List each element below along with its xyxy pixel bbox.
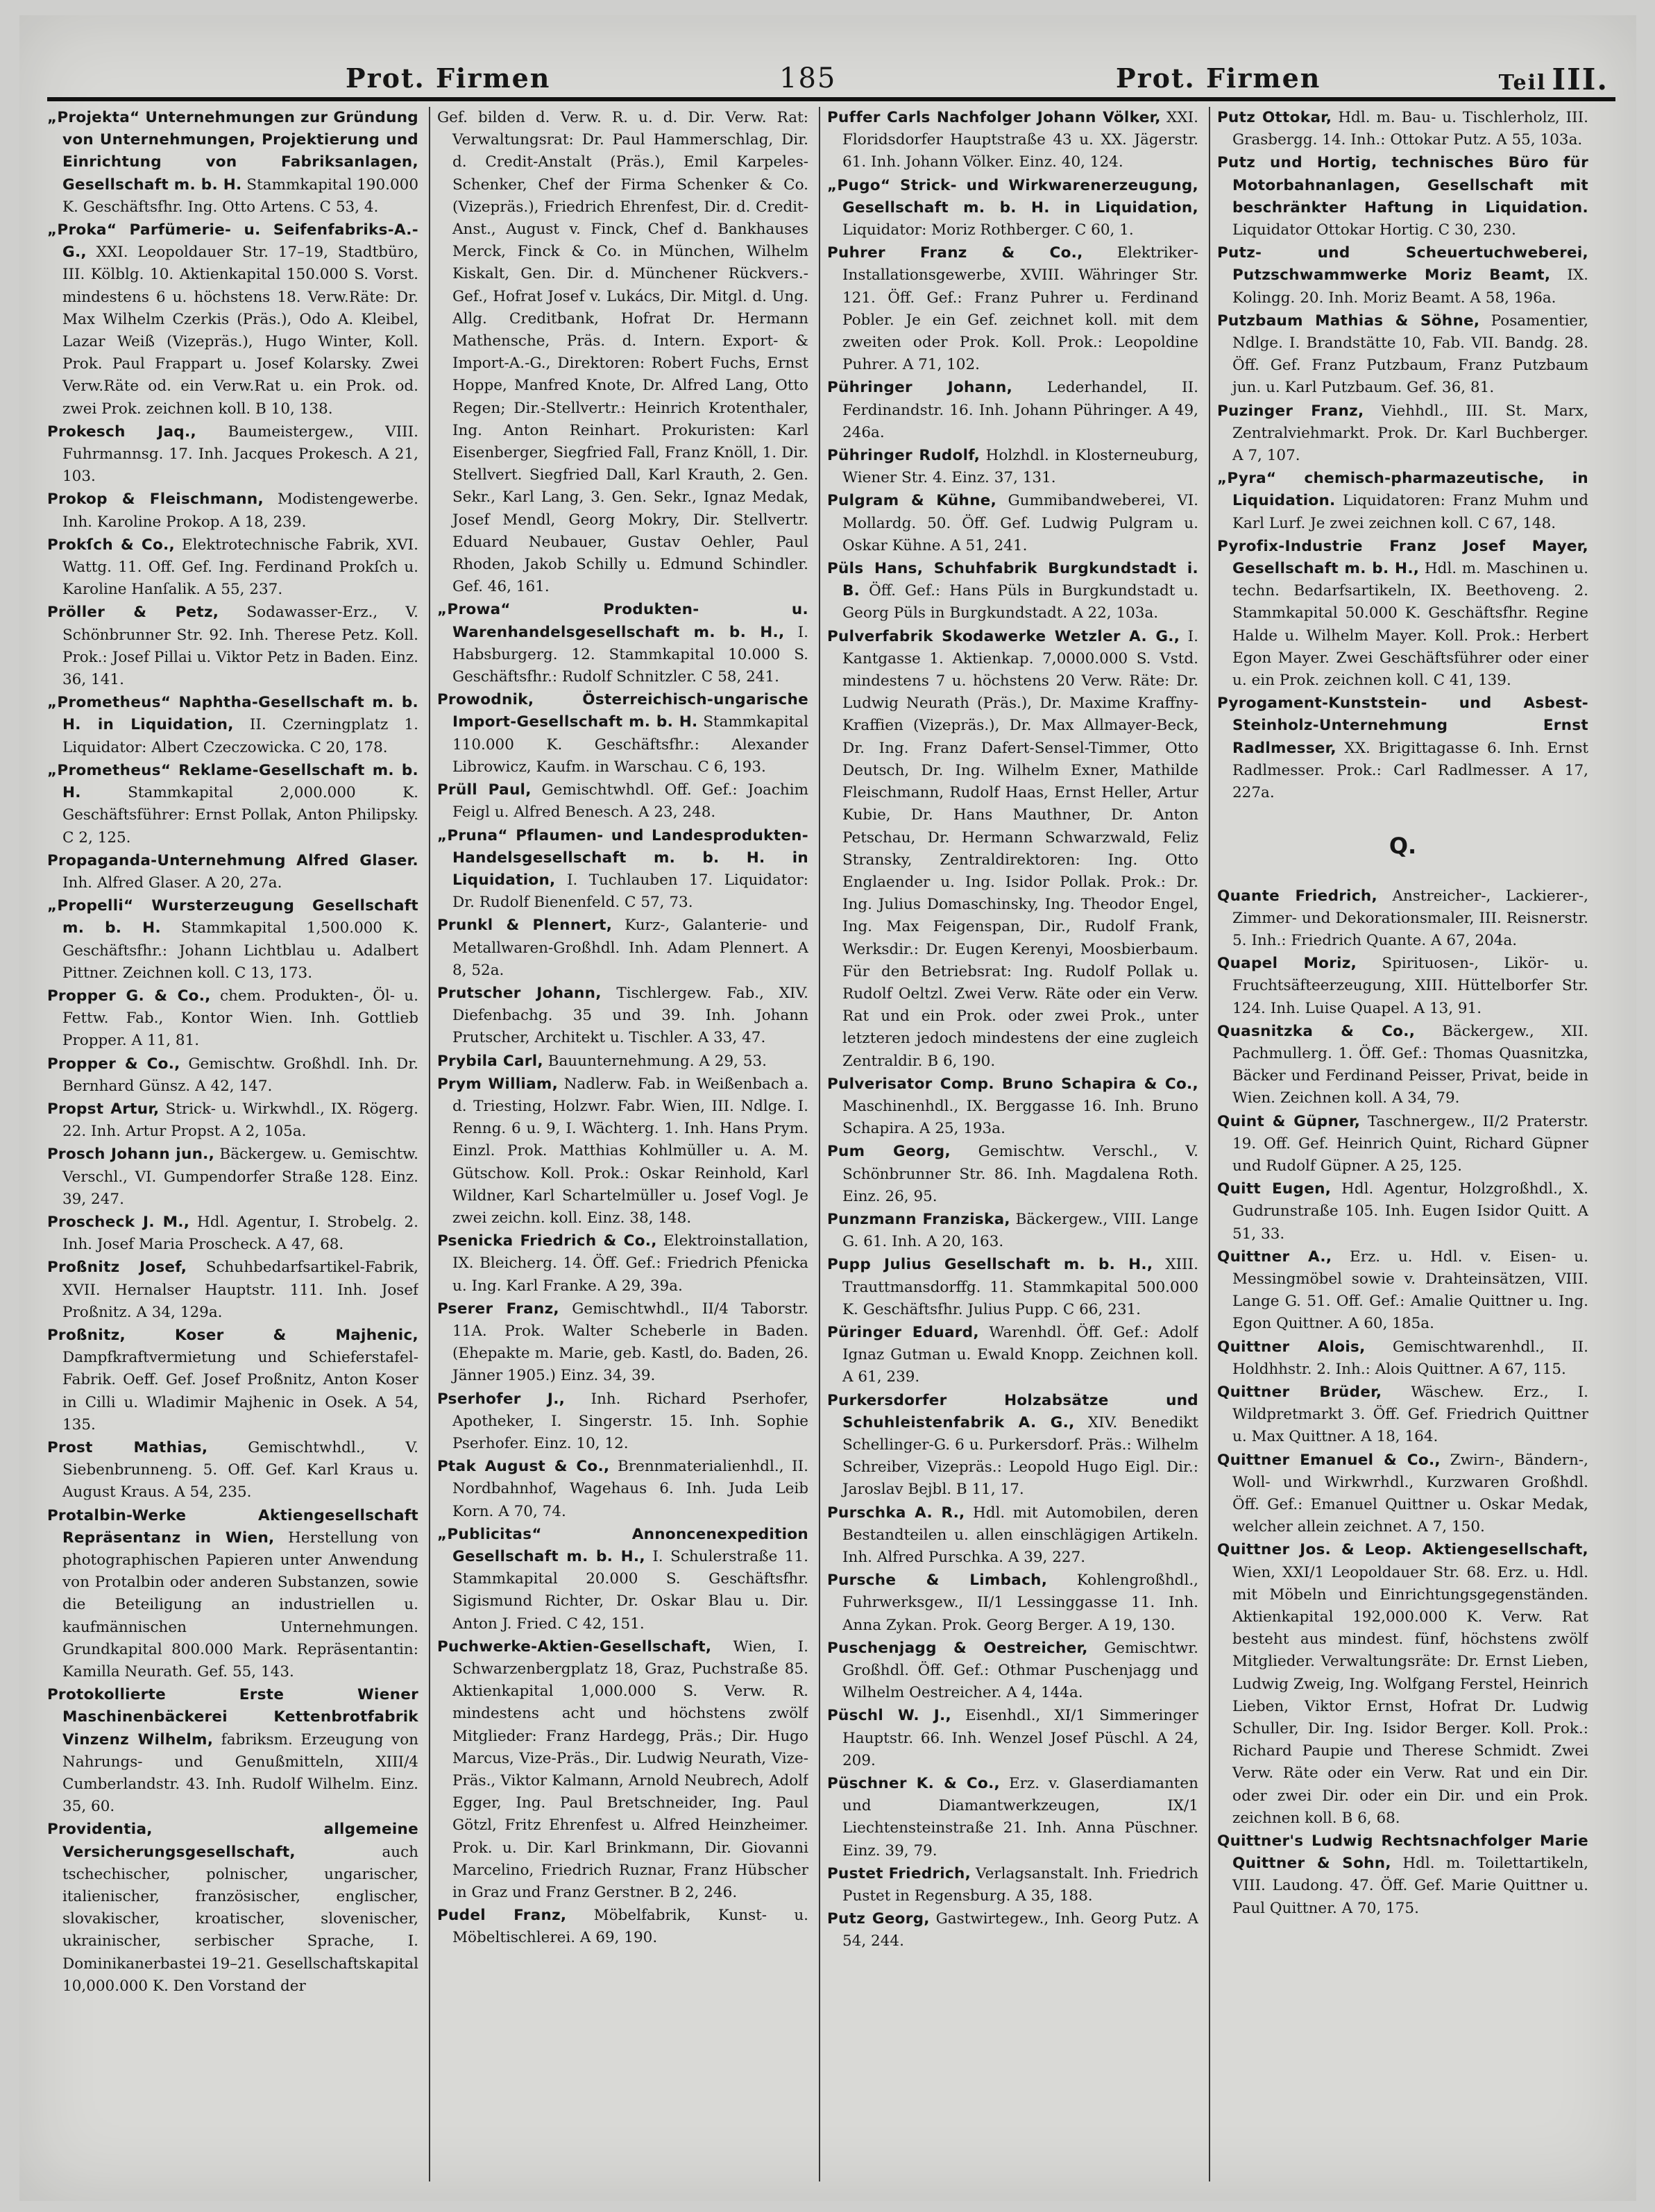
firm-details: fabriksm. Erzeugung von Nahrungs- und Genußmitteln, XIII/4 Cumberlandstr. 43. Inh. Rudolf Wilhelm. Einz. 35, 60. bbox=[62, 1730, 418, 1816]
directory-entry bbox=[827, 626, 1198, 1073]
directory-entry bbox=[827, 1390, 1198, 1501]
firm-details: Stammkapital 1,500.000 K. Geschäftsfhr.: Johann Lichtblau u. Adalbert Pittner. Zeichnen koll. C 13, 173. bbox=[62, 919, 418, 982]
firm-name: Quapel Moriz, bbox=[1217, 955, 1357, 973]
directory-entry bbox=[47, 692, 418, 759]
firm-name: Propst Artur, bbox=[47, 1100, 160, 1118]
firm-name: Prokſch & Co., bbox=[47, 536, 175, 554]
firm-name: Quittner Emanuel & Co., bbox=[1217, 1451, 1441, 1469]
firm-name: „Pruna“ Pflaumen- und Landesprodukten-Handelsgesellschaft m. b. H. in Liquidation, bbox=[437, 826, 808, 889]
firm-details: Inh. Alfred Glaser. A 20, 27a. bbox=[62, 874, 282, 892]
directory-entry bbox=[47, 602, 418, 691]
column-rule bbox=[1209, 107, 1210, 2181]
directory-entry bbox=[1217, 242, 1588, 309]
firm-name: Proscheck J. M., bbox=[47, 1213, 190, 1231]
firm-name: Pulgram & Kühne, bbox=[827, 492, 997, 510]
firm-details: XXI. Floridsdorfer Hauptstraße 43 u. XX. Jägerstr. 61. Inh. Johann Völker. Einz. 40, 124. bbox=[842, 109, 1198, 171]
firm-name: Pühringer Rudolf, bbox=[827, 447, 981, 465]
directory-entry bbox=[437, 1073, 808, 1230]
firm-details: Liquidator Ottokar Hortig. C 30, 230. bbox=[1232, 221, 1516, 239]
firm-details: Gemischtwhdl., V. Siebenbrunneng. 5. Off. Gef. Karl Kraus u. August Kraus. A 54, 235. bbox=[62, 1438, 418, 1501]
firm-details: Gemischtw. Großhdl. Inh. Dr. Bernhard Günsz. A 42, 147. bbox=[62, 1055, 418, 1095]
directory-entry bbox=[437, 1388, 808, 1456]
firm-details: Stammkapital 2,000.000 K. Geschäftsführer: Ernst Pollak, Anton Philipsky. C 2, 125. bbox=[62, 784, 418, 846]
directory-entry bbox=[47, 1143, 418, 1211]
running-title-right: Prot. Firmen bbox=[1116, 62, 1321, 94]
firm-name: Putzbaum Mathias & Söhne, bbox=[1217, 312, 1480, 330]
directory-entry bbox=[1217, 152, 1588, 241]
firm-details: II. Czerningplatz 1. Liquidator: Albert Czeczowicka. C 20, 178. bbox=[62, 716, 418, 756]
firm-details: Anstreicher-, Lackierer-, Zimmer- und Dekorationsmaler, III. Reisnerstr. 5. Inh.: Friedrich Quante. A 67, 204a. bbox=[1232, 887, 1588, 949]
firm-details: Hdl. m. Bau- u. Tischlerholz, III. Grasbergg. 14. Inh.: Ottokar Putz. A 55, 103a. bbox=[1232, 109, 1588, 149]
firm-details: Dampfkraftvermietung und Schieferstafel-Fabrik. Oeff. Gef. Josef Proßnitz, Anton Koser in Cilli u. Wladimir Majhenic in Osek. A 54, 135. bbox=[62, 1349, 418, 1433]
firm-name: „Publicitas“ Annoncenexpedition Gesellschaft m. b. H., bbox=[437, 1525, 808, 1565]
firm-details: XIV. Benedikt Schellinger-G. 6 u. Purkersdorf. Präs.: Wilhelm Schreiber, Vizepräs.: Leopold Hugo Eigl. Dir.: Jaroslav Bejbl. B 11, 17. bbox=[842, 1413, 1198, 1499]
firm-details: Wien, XXI/1 Leopoldauer Str. 68. Erz. u. Hdl. mit Möbeln und Einrichtungsgegenständen. Aktienkapital 192,000.000 K. Verw. Rat besteht aus mindest. fünf, höchstens zwölf Mitglieder. Verwaltungsräte: Dr. Ernst Lieben, Ludwig Zweig, Ing. Wolfgang Ferstel, Heinrich Lieben, Viktor Ernst, Hofrat Dr. Ludwig Schuller, Dir. Ing. Isidor Berger. Koll. Prok.: Richard Paupie und Therese Schmidt. Zwei Verw. Räte oder ein Verw. Rat und ein Dir. oder zwei Dir. oder ein Dir. und ein Prok. zeichnen koll. B 6, 68. bbox=[1232, 1563, 1588, 1827]
firm-details: Zwirn-, Bändern-, Woll- und Wirkwrhdl., Kurzwaren Großhdl. Öff. Gef.: Emanuel Quittner u. Oskar Medak, welcher allein zeichnet. A 7, 150. bbox=[1232, 1451, 1588, 1536]
directory-entry bbox=[47, 1819, 418, 1998]
directory-entry bbox=[827, 445, 1198, 489]
section-letter: Q. bbox=[1389, 833, 1417, 860]
firm-name: Püringer Eduard, bbox=[827, 1323, 979, 1341]
firm-name: Prybila Carl, bbox=[437, 1052, 543, 1070]
directory-entry bbox=[827, 1705, 1198, 1772]
directory-entry bbox=[1217, 1449, 1588, 1539]
directory-entry bbox=[437, 1456, 808, 1523]
firm-name: „Prometheus“ Naphtha-Gesellschaft m. b. H. in Liquidation, bbox=[47, 694, 418, 734]
firm-name: „Prometheus“ Reklame-Gesellschaft m. b. H. bbox=[47, 761, 418, 802]
firm-details: Stammkapital 110.000 K. Geschäftsfhr.: Alexander Librowicz, Kaufm. in Warschau. C 6, 193. bbox=[452, 713, 808, 776]
directory-entry bbox=[827, 1773, 1198, 1862]
firm-details: Elektriker-Installationsgewerbe, XVIII. Währinger Str. 121. Öff. Gef.: Franz Puhrer u. Ferdinand Pobler. Je ein Gef. zeichnet koll. mit dem zweiten oder Prok. Koll. Prok.: Leopoldine Puhrer. A 71, 102. bbox=[842, 244, 1198, 374]
directory-entry bbox=[827, 558, 1198, 625]
firm-details: Kurz-, Galanterie- und Metallwaren-Großhdl. Inh. Adam Plennert. A 8, 52a. bbox=[452, 917, 808, 979]
firm-name: Quittner Alois, bbox=[1217, 1338, 1366, 1356]
running-title-left: Prot. Firmen bbox=[346, 62, 551, 94]
firm-name: Punzmann Franziska, bbox=[827, 1210, 1010, 1228]
firm-details: Hdl. Agentur, Holzgroßhdl., X. Gudrunstraße 105. Inh. Eugen Isidor Quitt. A 51, 33. bbox=[1232, 1180, 1588, 1243]
firm-details: XX. Brigittagasse 6. Inh. Ernst Radlmesser. Prok.: Carl Radlmesser. A 17, 227a. bbox=[1232, 739, 1588, 802]
directory-entry bbox=[47, 488, 418, 533]
firm-name: Pyrogament-Kunststein- und Asbest-Steinholz-Unternehmung Ernst Radlmesser, bbox=[1217, 695, 1588, 757]
firm-name: Putz Georg, bbox=[827, 1910, 930, 1928]
firm-name: Propper G. & Co., bbox=[47, 987, 211, 1005]
firm-name: Puzinger Franz, bbox=[1217, 402, 1364, 420]
directory-entry bbox=[827, 377, 1198, 444]
firm-name: Prosch Johann jun., bbox=[47, 1146, 215, 1164]
directory-entry bbox=[47, 1053, 418, 1098]
directory-entry bbox=[827, 1322, 1198, 1389]
firm-name: Ptak August & Co., bbox=[437, 1458, 610, 1476]
firm-name: Prutscher Johann, bbox=[437, 984, 602, 1002]
firm-name: Quante Friedrich, bbox=[1217, 887, 1377, 905]
directory-entry bbox=[47, 1098, 418, 1143]
directory-entry bbox=[827, 242, 1198, 376]
firm-details: Gemischtwhdl. Off. Gef.: Joachim Feigl u. Alfred Benesch. A 23, 248. bbox=[452, 781, 808, 822]
firm-details: Gemischtw. Verschl., V. Schönbrunner Str. 86. Inh. Magdalena Roth. Einz. 26, 95. bbox=[842, 1143, 1198, 1205]
firm-details: Möbelfabrik, Kunst- u. Möbeltischlerei. A 69, 190. bbox=[452, 1907, 808, 1947]
column-4 bbox=[1217, 107, 1588, 2181]
firm-name: Quittner Jos. & Leop. Aktiengesellschaft, bbox=[1217, 1541, 1588, 1559]
firm-details: auch tschechischer, polnischer, ungarischer, italienischer, französischer, englischer, slovakischer, kroatischer, slovenischer, ukrainischer, serbischer Sprache, I. Dominikanerbastei 19–21. Gesellschaftskapital 10,000.000 K. Den Vorstand der bbox=[62, 1843, 418, 1995]
directory-entry bbox=[437, 599, 808, 688]
firm-details: Wäschew. Erz., I. Wildpretmarkt 3. Öff. Gef. Friedrich Quittner u. Max Quittner. A 18, 164. bbox=[1232, 1383, 1588, 1446]
firm-name: Putz und Hortig, technisches Büro für Motorbahnanlagen, Gesellschaft mit beschränkter Haftung in Liquidation. bbox=[1217, 154, 1588, 216]
directory-entry bbox=[1217, 885, 1588, 953]
directory-entry bbox=[437, 1636, 808, 1904]
firm-details: Brennmaterialienhdl., II. Nordbahnhof, Wagehaus 6. Inh. Juda Leib Korn. A 70, 74. bbox=[452, 1458, 808, 1520]
directory-entry bbox=[827, 1141, 1198, 1208]
directory-entry bbox=[47, 421, 418, 488]
firm-details: Gemischtwhdl., II/4 Taborstr. 11A. Prok. Walter Scheberle in Baden. (Ehepakte m. Marie, geb. Kastl, do. Baden, 26. Jänner 1905.) Einz. 34, 39. bbox=[452, 1300, 808, 1385]
firm-name: Quint & Güpner, bbox=[1217, 1112, 1361, 1130]
part-label bbox=[1499, 62, 1609, 96]
directory-entry bbox=[1217, 1381, 1588, 1449]
directory-entry bbox=[47, 1211, 418, 1256]
firm-name: Prüll Paul, bbox=[437, 781, 532, 799]
directory-entry bbox=[827, 1254, 1198, 1321]
firm-details: Erz. v. Glaserdiamanten und Diamantwerkzeugen, IX/1 Liechtensteinstraße 21. Inh. Anna Püschner. Einz. 39, 79. bbox=[842, 1775, 1198, 1860]
directory-entry bbox=[47, 895, 418, 985]
directory-entry bbox=[827, 1073, 1198, 1141]
directory-entry bbox=[827, 1863, 1198, 1907]
firm-name: „Pyra“ chemisch-pharmazeutische, in Liquidation. bbox=[1217, 470, 1588, 510]
directory-entry bbox=[437, 1524, 808, 1635]
firm-details: Hdl. m. Maschinen u. techn. Bedarfsartikeln, IX. Beethoveng. 2. Stammkapital 50.000 K. Geschäftsfhr. Regine Halde u. Wilhelm Mayer. Koll. Prok.: Herbert Egon Mayer. Zwei Geschäftsführer oder einer u. ein Prok. zeichnen koll. C 41, 139. bbox=[1232, 560, 1588, 690]
firm-name: Pulverfabrik Skodawerke Wetzler A. G., bbox=[827, 627, 1180, 645]
firm-name: Protalbin-Werke Aktiengesellschaft Repräsentanz in Wien, bbox=[47, 1506, 418, 1547]
directory-entry bbox=[47, 1437, 418, 1504]
firm-details: Baumeistergew., VIII. Fuhrmannsg. 17. Inh. Jacques Prokesch. A 21, 103. bbox=[62, 423, 418, 486]
firm-name: Quittner A., bbox=[1217, 1248, 1332, 1266]
directory-entry bbox=[1217, 1246, 1588, 1336]
firm-details: Eisenhdl., XI/1 Simmeringer Hauptstr. 66. Inh. Wenzel Josef Püschl. A 24, 209. bbox=[842, 1707, 1198, 1769]
firm-name: Putz Ottokar, bbox=[1217, 109, 1332, 126]
firm-name: Propaganda-Unternehmung Alfred Glaser. bbox=[47, 851, 418, 869]
column-rule bbox=[429, 107, 430, 2181]
firm-name: Pserer Franz, bbox=[437, 1300, 559, 1318]
firm-name: Püschl W. J., bbox=[827, 1707, 951, 1725]
page-header bbox=[47, 35, 1615, 101]
firm-details: Warenhdl. Öff. Gef.: Adolf Ignaz Gutman u. Ewald Knopp. Zeichnen koll. A 61, 239. bbox=[842, 1323, 1198, 1386]
firm-details: Strick- u. Wirkwhdl., IX. Rögerg. 22. Inh. Artur Propst. A 2, 105a. bbox=[62, 1100, 418, 1141]
directory-entry bbox=[47, 1257, 418, 1324]
firm-name: Pserhofer J., bbox=[437, 1390, 566, 1408]
directory-entry bbox=[827, 490, 1198, 557]
directory-entry bbox=[47, 107, 418, 219]
directory-entry bbox=[1217, 107, 1588, 151]
firm-name: Pustet Friedrich, bbox=[827, 1864, 971, 1882]
firm-details: Hdl. Agentur, I. Strobelg. 2. Inh. Josef Maria Proscheck. A 47, 68. bbox=[62, 1213, 418, 1254]
directory-entry bbox=[1217, 468, 1588, 535]
firm-details: Elektroinstallation, IX. Bleicherg. 14. Öff. Gef.: Friedrich Pfenicka u. Ing. Karl Franke. A 29, 39a. bbox=[452, 1232, 808, 1295]
firm-details: Liquidatoren: Franz Muhm und Karl Lurf. Je zwei zeichnen koll. C 67, 148. bbox=[1232, 492, 1588, 532]
directory-entry bbox=[1217, 1336, 1588, 1381]
part-number: III. bbox=[1552, 62, 1609, 96]
firm-name: Puhrer Franz & Co., bbox=[827, 244, 1083, 262]
column-rule bbox=[819, 107, 820, 2181]
firm-details: Inh. Richard Pserhofer, Apotheker, I. Singerstr. 15. Inh. Sophie Pserhofer. Einz. 10, 12. bbox=[452, 1390, 808, 1452]
firm-details: Erz. u. Hdl. v. Eisen- u. Messingmöbel sowie v. Drahteinsätzen, VIII. Lange G. 51. Off. Gef.: Amalie Quittner u. Ing. Egon Quittner. A 60, 185a. bbox=[1232, 1248, 1588, 1333]
directory-entry bbox=[1217, 1021, 1588, 1110]
firm-details: I. Kantgasse 1. Aktienkap. 7,0000.000 S. Vstd. mindestens 7 u. höchstens 20 Verw. Räte: Dr. Ludwig Neurath (Präs.), Dr. Maxime Kraffny-Kraffien (Vizepräs.), Dr. Max Allmayer-Beck, Dr. Ing. Franz Dafert-Sensel-Timmer, Otto Deutsch, Dr. Ing. Wilhelm Exner, Mathilde Fleischmann, Rudolf Haas, Ernst Heller, Artur Kubie, Dr. Hans Mauthner, Dr. Anton Petschau, Dr. Hermann Schwarzwald, Feliz Stransky, Zentraldirektoren: Ing. Otto Englaender u. Ing. Isidor Pollak. Prok.: Dr. Ing. Julius Domaschinsky, Ing. Theodor Engel, Ing. Max Feigenspan, Dir., Rudolf Frank, Werksdir.: Dr. Eugen Kerenyi, Moosbierbaum. Für den Betriebsrat: Ing. Rudolf Pollak u. Rudolf Oeltzl. Zwei Verw. Räte oder ein Verw. Rat und ein Prok. oder zwei Prok., unter letzteren jedoch mindestens der eine zugleich Zentraldir. B 6, 190. bbox=[842, 627, 1198, 1070]
firm-name: Pupp Julius Gesellschaft m. b. H., bbox=[827, 1256, 1153, 1274]
firm-name: „Projekta“ Unternehmungen zur Gründung von Unternehmungen, Projektierung und Einrichtung von Fabriksanlagen, Gesellschaft m. b. H. bbox=[47, 109, 418, 194]
directory-entry bbox=[437, 914, 808, 982]
firm-name: Prym William, bbox=[437, 1075, 559, 1093]
firm-details: Öff. Gef.: Hans Püls in Burgkundstadt u. Georg Püls in Burgkundstadt. A 22, 103a. bbox=[842, 582, 1198, 622]
firm-details: Kohlengroßhdl., Fuhrwerksgew., II/1 Lessinggasse 11. Inh. Anna Zykan. Prok. Georg Berger. A 19, 130. bbox=[842, 1572, 1198, 1634]
directory-entry bbox=[437, 1298, 808, 1388]
firm-name: Quasnitzka & Co., bbox=[1217, 1022, 1416, 1040]
firm-name: Providentia, allgemeine Versicherungsgesellschaft, bbox=[47, 1821, 418, 1861]
firm-name: Püls Hans, Schuhfabrik Burgkundstadt i. B. bbox=[827, 560, 1198, 600]
firm-name: Pühringer Johann, bbox=[827, 379, 1013, 397]
firm-name: Pyrofix-Industrie Franz Josef Mayer, Gesellschaft m. b. H., bbox=[1217, 537, 1588, 578]
firm-name: „Proka“ Parfümerie- u. Seifenfabriks-A.-G., bbox=[47, 221, 418, 262]
firm-details: Bäckergew., VIII. Lange G. 61. Inh. A 20, 163. bbox=[842, 1210, 1198, 1251]
directory-entry bbox=[47, 1325, 418, 1436]
directory-entry bbox=[827, 1908, 1198, 1952]
firm-name: Puchwerke-Aktien-Gesellschaft, bbox=[437, 1637, 712, 1656]
firm-name: Prunkl & Plennert, bbox=[437, 917, 613, 935]
directory-entry bbox=[1217, 1178, 1588, 1245]
directory-entry bbox=[437, 1905, 808, 1949]
column-3 bbox=[827, 107, 1198, 2181]
firm-name: Puschenjagg & Oestreicher, bbox=[827, 1639, 1088, 1657]
firm-name: Quitt Eugen, bbox=[1217, 1180, 1332, 1198]
directory-entry bbox=[827, 1637, 1198, 1705]
directory-entry bbox=[1217, 310, 1588, 400]
firm-details: Gemischtwarenhdl., II. Holdhhstr. 2. Inh.: Alois Quittner. A 67, 115. bbox=[1232, 1338, 1588, 1378]
firm-name: „Prowa“ Produkten- u. Warenhandelsgesellschaft m. b. H., bbox=[437, 601, 808, 641]
firm-details: Elektrotechnische Fabrik, XVI. Wattg. 11. Off. Gef. Ing. Ferdinand Prokſch u. Karoline Hanſalik. A 55, 237. bbox=[62, 536, 418, 599]
directory-entry bbox=[1217, 1830, 1588, 1920]
firm-details: Spirituosen-, Likör- u. Fruchtsäfteerzeugung, XIII. Hüttelborfer Str. 124. Inh. Luise Quapel. A 13, 91. bbox=[1232, 955, 1588, 1017]
firm-details: Gummibandweberei, VI. Mollardg. 50. Öff. Gef. Ludwig Pulgram u. Oskar Kühne. A 51, 241. bbox=[842, 492, 1198, 554]
directory-entry bbox=[437, 779, 808, 824]
directory-entry bbox=[437, 107, 808, 598]
firm-name: Pum Georg, bbox=[827, 1143, 951, 1161]
directory-entry bbox=[827, 107, 1198, 174]
directory-entry bbox=[827, 1569, 1198, 1637]
directory-columns bbox=[47, 107, 1615, 2181]
firm-name: Püschner K. & Co., bbox=[827, 1775, 1001, 1793]
firm-name: Prost Mathias, bbox=[47, 1438, 208, 1456]
directory-entry bbox=[827, 175, 1198, 242]
firm-details: XIII. Trauttmansdorffg. 11. Stammkapital 500.000 K. Geschäftsfhr. Julius Pupp. C 66, 231. bbox=[842, 1256, 1198, 1318]
firm-name: Proßnitz Josef, bbox=[47, 1259, 187, 1277]
firm-name: Pursche & Limbach, bbox=[827, 1572, 1048, 1590]
directory-entry bbox=[47, 850, 418, 894]
firm-details: IX. Kolingg. 20. Inh. Moriz Beamt. A 58, 196a. bbox=[1232, 266, 1588, 307]
firm-details: Sodawasser-Erz., V. Schönbrunner Str. 92. Inh. Therese Petz. Koll. Prok.: Josef Pillai u. Viktor Petz in Baden. Einz. 36, 141. bbox=[62, 604, 418, 689]
directory-entry bbox=[47, 760, 418, 849]
firm-name: Psenicka Friedrich & Co., bbox=[437, 1232, 657, 1250]
firm-name: „Propelli“ Wursterzeugung Gesellschaft m. b. H. bbox=[47, 897, 418, 937]
firm-details: Hdl. m. Toilettartikeln, VIII. Laudong. 47. Öff. Gef. Marie Quittner u. Paul Quittner. A 70, 175. bbox=[1232, 1855, 1588, 1917]
directory-entry bbox=[47, 1505, 418, 1684]
firm-details: Verlagsanstalt. Inh. Friedrich Pustet in Regensburg. A 35, 188. bbox=[842, 1864, 1198, 1905]
directory-entry bbox=[1217, 400, 1588, 468]
directory-entry bbox=[827, 1502, 1198, 1569]
firm-name: Quittner's Ludwig Rechtsnachfolger Marie Quittner & Sohn, bbox=[1217, 1832, 1588, 1873]
firm-name: Puffer Carls Nachfolger Johann Völker, bbox=[827, 109, 1161, 126]
firm-name: Protokollierte Erste Wiener Maschinenbäckerei Kettenbrotfabrik Vinzenz Wilhelm, bbox=[47, 1686, 418, 1749]
firm-name: Pröller & Petz, bbox=[47, 604, 219, 622]
directory-entry bbox=[1217, 536, 1588, 692]
firm-details: Gef. bilden d. Verw. R. u. d. Dir. Verw. Rat: Verwaltungsrat: Dr. Paul Hammerschlag, Dir. d. Credit-Anstalt (Präs.), Emil Karpeles-Schenker, Chef der Firma Schenker & Co. (Vizepräs.), Friedrich Ehrenfest, Dir. d. Credit-Anst., August v. Finck, Chef d. Bankhauses Merck, Finck & Co. in München, Wilhelm Kiskalt, Gen. Dir. d. Münchener Rückvers.-Gef., Hofrat Josef v. Lukács, Dir. Mitgl. d. Ung. Allg. Creditbank, Hofrat Dr. Hermann Mathensche, Präs. d. Intern. Export- & Import-A.-G., Direktoren: Robert Fuchs, Ernst Hoppe, Manfred Knote, Dr. Alfred Lang, Otto Regen; Dir.-Stellvertr.: Heinrich Krotenthaler, Ing. Anton Reinhart. Prokuristen: Karl Eisenberger, Siegfried Fall, Franz Knöll, 1. Dir. Stellvert. Siegfried Dall, Karl Krauth, 2. Gen. Sekr., Karl Lang, 3. Gen. Sekr., Ignaz Medak, Josef Mendl, Georg Mokry, Dir. Stellvertr. Eduard Neubauer, Gustav Oehler, Paul Rhoden, Jakob Schilly u. Edmund Schindler. Gef. 46, 161. bbox=[437, 109, 808, 596]
directory-entry bbox=[47, 534, 418, 602]
firm-details: Maschinenhdl., IX. Berggasse 16. Inh. Bruno Schapira. A 25, 193a. bbox=[842, 1097, 1198, 1138]
firm-name: Propper & Co., bbox=[47, 1055, 180, 1073]
firm-details: Tischlergew. Fab., XIV. Diefenbachg. 35 und 39. Inh. Johann Prutscher, Architekt u. Tischler. A 33, 47. bbox=[452, 984, 808, 1047]
firm-name: Purkersdorfer Holzabsätze und Schuhleistenfabrik A. G., bbox=[827, 1391, 1198, 1431]
firm-details: Modistengewerbe. Inh. Karoline Prokop. A 18, 239. bbox=[62, 491, 418, 531]
directory-entry bbox=[437, 1050, 808, 1073]
firm-details: chem. Produkten-, Öl- u. Fettw. Fab., Kontor Wien. Inh. Gottlieb Propper. A 11, 81. bbox=[62, 987, 418, 1050]
directory-entry bbox=[47, 985, 418, 1053]
part-label-text: Teil bbox=[1498, 71, 1547, 95]
directory-entry bbox=[1217, 1111, 1588, 1178]
firm-details: Hdl. mit Automobilen, deren Bestandteilen u. allen einschlägigen Artikeln. Inh. Alfred Purschka. A 39, 227. bbox=[842, 1504, 1198, 1566]
directory-entry bbox=[437, 825, 808, 914]
directory-entry bbox=[437, 689, 808, 779]
firm-details: Wien, I. Schwarzenbergplatz 18, Graz, Puchstraße 85. Aktienkapital 1,000.000 S. Verw. R. mindestens acht und höchstens zwölf Mitglieder: Franz Hardegg, Präs.; Dir. Hugo Marcus, Vize-Präs., Dir. Ludwig Neurath, Vize-Präs., Viktor Kalmann, Arnold Neubrech, Adolf Egger, Ing. Paul Bretschneider, Ing. Paul Götzl, Fritz Ehrenfest u. Alfred Heinzheimer. Prok. u. Dir. Karl Brinkmann, Dir. Giovanni Marcelino, Friedrich Ruznar, Franz Hübscher in Graz und Franz Gerstner. B 2, 246. bbox=[452, 1637, 808, 1902]
firm-details: Schuhbedarfsartikel-Fabrik, XVII. Hernalser Hauptstr. 111. Inh. Josef Proßnitz. A 34, 129a. bbox=[62, 1259, 418, 1321]
firm-name: Pudel Franz, bbox=[437, 1907, 567, 1925]
firm-name: Pulverisator Comp. Bruno Schapira & Co., bbox=[827, 1075, 1198, 1093]
directory-entry bbox=[1217, 953, 1588, 1020]
firm-details: Lederhandel, II. Ferdinandstr. 16. Inh. Johann Pühringer. A 49, 246a. bbox=[842, 379, 1198, 441]
directory-entry bbox=[437, 1230, 808, 1298]
page-number: 185 bbox=[779, 62, 837, 94]
firm-name: Purschka A. R., bbox=[827, 1504, 965, 1522]
firm-details: Bäckergew. u. Gemischtw. Verschl., VI. Gumpendorfer Straße 128. Einz. 39, 247. bbox=[62, 1146, 418, 1208]
firm-details: Taschnergew., II/2 Praterstr. 19. Off. Gef. Heinrich Quint, Richard Güpner und Rudolf Güpner. A 25, 125. bbox=[1232, 1112, 1588, 1175]
firm-details: Posamentier, Ndlge. I. Brandstätte 10, Fab. VII. Bandg. 28. Öff. Gef. Franz Putzbaum, Franz Putzbaum jun. u. Karl Putzbaum. Gef. 36, 81. bbox=[1232, 312, 1588, 397]
firm-name: „Pugo“ Strick- und Wirkwarenerzeugung, Gesellschaft m. b. H. in Liquidation, bbox=[827, 176, 1198, 216]
directory-entry bbox=[827, 1209, 1198, 1253]
firm-name: Prowodnik, Österreichisch-ungarische Import-Gesellschaft m. b. H. bbox=[437, 691, 808, 731]
firm-details: Herstellung von photographischen Papieren unter Anwendung von Protalbin oder anderen Substanzen, sowie die Beteiligung an industriellen u. kaufmännischen Unternehmungen. Grundkapital 800.000 Mark. Repräsentantin: Kamilla Neurath. Gef. 55, 143. bbox=[62, 1529, 418, 1681]
firm-name: Prokesch Jaq., bbox=[47, 423, 196, 441]
directory-entry bbox=[47, 1684, 418, 1818]
column-1 bbox=[47, 107, 418, 2181]
directory-entry bbox=[1217, 692, 1588, 804]
firm-details: XXI. Leopoldauer Str. 17–19, Stadtbüro, III. Kölblg. 10. Aktienkapital 150.000 S. Vorst. mindestens 6 u. höchstens 18. Verw.Räte: Dr. Max Wilhelm Czerkis (Präs.), Odo A. Kleibel, Lazar Weiß (Vizepräs.), Hugo Winter, Koll. Prok. Paul Frappart u. Josef Kolarsky. Zwei Verw.Räte od. ein Verw.Rat u. ein Prok. od. zwei Prok. zeichnen koll. B 10, 138. bbox=[62, 244, 418, 418]
firm-details: Liquidator: Moriz Rothberger. C 60, 1. bbox=[842, 221, 1134, 239]
firm-details: Bäckergew., XII. Pachmullerg. 1. Öff. Gef.: Thomas Quasnitzka, Bäcker und Ferdinand Peisser, Privat, beide in Wien. Zeichnen koll. A 34, 79. bbox=[1232, 1022, 1588, 1107]
firm-name: Prokop & Fleischmann, bbox=[47, 491, 264, 509]
firm-details: Holzhdl. in Klosterneuburg, Wiener Str. 4. Einz. 37, 131. bbox=[842, 447, 1198, 487]
directory-entry bbox=[1217, 1539, 1588, 1830]
firm-details: Nadlerw. Fab. in Weißenbach a. d. Triesting, Holzwr. Fabr. Wien, III. Ndlge. I. Renng. 6 u. 9, I. Wächterg. 1. Inh. Hans Prym. Einzl. Prok. Matthias Kohlmüller u. A. M. Gütschow. Koll. Prok.: Oskar Reinhold, Karl Wildner, Karl Schartelmüller u. Josef Vogl. Je zwei zeichn. koll. Einz. 38, 148. bbox=[452, 1075, 808, 1227]
directory-entry bbox=[47, 219, 418, 420]
directory-page bbox=[19, 15, 1636, 2201]
firm-details: Gemischtwr. Großhdl. Öff. Gef.: Othmar Puschenjagg und Wilhelm Oestreicher. A 4, 144a. bbox=[842, 1639, 1198, 1702]
firm-details: Gastwirtegew., Inh. Georg Putz. A 54, 244. bbox=[842, 1910, 1198, 1950]
firm-details: I. Habsburgerg. 12. Stammkapital 10.000 S. Geschäftsfhr.: Rudolf Schnitzler. C 58, 241. bbox=[452, 623, 808, 686]
column-2 bbox=[437, 107, 808, 2181]
firm-details: Stammkapital 190.000 K. Geschäftsfhr. Ing. Otto Artens. C 53, 4. bbox=[62, 176, 418, 216]
firm-details: I. Schulerstraße 11. Stammkapital 20.000 S. Geschäftsfhr. Sigismund Richter, Dr. Oskar Blau u. Dir. Anton J. Fried. C 42, 151. bbox=[452, 1548, 808, 1633]
directory-entry bbox=[437, 982, 808, 1050]
firm-details: Bauunternehmung. A 29, 53. bbox=[548, 1052, 767, 1070]
firm-name: Proßnitz, Koser & Majhenic, bbox=[47, 1326, 418, 1344]
firm-details: I. Tuchlauben 17. Liquidator: Dr. Rudolf Bienenfeld. C 57, 73. bbox=[452, 871, 808, 912]
firm-name: Putz- und Scheuertuchweberei, Putzschwammwerke Moriz Beamt, bbox=[1217, 244, 1588, 284]
firm-name: Quittner Brüder, bbox=[1217, 1383, 1382, 1401]
firm-details: Viehhdl., III. St. Marx, Zentralviehmarkt. Prok. Dr. Karl Buchberger. A 7, 107. bbox=[1232, 402, 1588, 465]
